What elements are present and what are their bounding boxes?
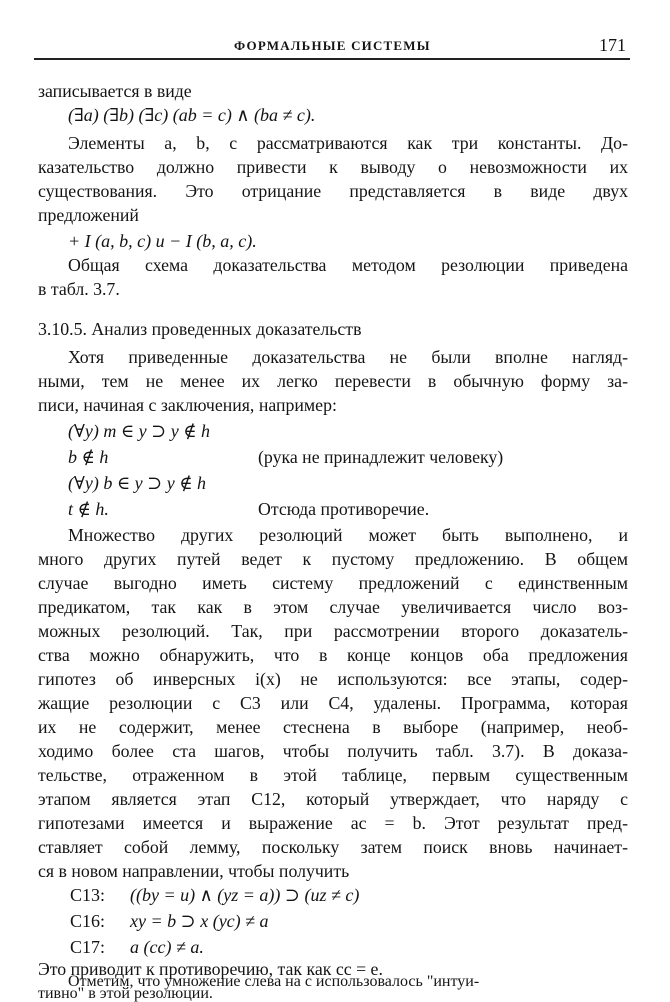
page-number: 171 [599,35,626,55]
derivation-step [68,420,628,444]
formula-negation: + I (a, b, c) и − I (b, a, c). [68,231,257,251]
paragraph-line: можных резолюций. Так, при рассмотрении второго доказатель- [38,621,628,641]
paragraph-line: предикатом, так как в этом случае увеличивается число воз- [38,597,628,617]
paragraph-line: Элементы a, b, c рассматриваются как три константы. До- [68,133,628,153]
clause-expression: a (cc) ≠ a. [130,937,204,957]
paragraph-line: Отметим, что умножение слева на c использовалось "интуи- [68,973,480,990]
paragraph-line: предложений [38,205,139,225]
clause-expression: ((by = u) ∧ (yz = a)) ⊃ (uz ≠ c) [130,885,360,905]
paragraph-line: в табл. 3.7. [38,279,120,299]
paragraph-line: тивно" в этой резолюции. [38,985,213,1002]
clause-expression: xy = b ⊃ x (yc) ≠ a [130,911,269,931]
paragraph-line: записывается в виде [38,81,192,101]
derivation-step [68,472,628,496]
page-header [34,35,630,62]
derivation-step [68,446,628,470]
derivation-note: Отсюда противоречие. [258,499,430,519]
paragraph-line: писи, начиная с заключения, например: [38,395,337,415]
derivation-note: (рука не принадлежит человеку) [258,447,504,467]
clause-label: C13: [70,885,106,905]
clause-line [70,936,490,960]
header-rule [34,58,630,60]
paragraph-line: Хотя приведенные доказательства не были вполне нагляд- [68,347,628,367]
derivation-formula: b ∉ h [68,447,109,467]
paragraph-line: казательство должно привести к выводу о невозможности их [38,157,628,177]
running-head: ФОРМАЛЬНЫЕ СИСТЕМЫ [234,38,431,53]
paragraph-line: гипотез об инверсных i(x) не используются: все этапы, содер- [38,669,628,689]
paragraph-line: ства можно обнаружить, что в конце концов оба предложения [38,645,628,665]
derivation-step [68,498,628,522]
paragraph-line: ся в новом направлении, чтобы получить [38,861,350,881]
formula-existence: (∃a) (∃b) (∃c) (ab = c) ∧ (ba ≠ c). [68,105,316,125]
paragraph-line: много других путей ведет к пустому предложению. В общем [38,549,628,569]
clause-label: C17: [70,937,106,957]
paragraph-line: ходимо более ста шагов, чтобы получить табл. 3.7). В доказа- [38,741,628,761]
paragraph-line: тельстве, отраженном в этой таблице, первым существенным [38,765,628,785]
paragraph-line: существования. Это отрицание представляется в виде двух [38,181,628,201]
derivation-formula: (∀y) b ∈ y ⊃ y ∉ h [68,473,207,493]
paragraph-line: их не содержит, менее стеснена в выборе (например, необ- [38,717,628,737]
clause-label: C16: [70,911,106,931]
paragraph-line: Общая схема доказательства методом резолюции приведена [68,255,628,275]
paragraph-line: Это приводит к противоречию, так как cc = e. [38,959,383,979]
paragraph-line: Множество других резолюций может быть выполнено, и [68,525,628,545]
clause-line [70,910,490,934]
paragraph-line: гипотезами имеется и выражение ac = b. Этот результат пред- [38,813,628,833]
section-heading: 3.10.5. Анализ проведенных доказательств [38,319,362,339]
paragraph-line: ставляет собой лемму, поскольку затем поиск вновь начинает- [38,837,628,857]
paragraph-line: этапом является этап C12, который утверждает, что наряду с [38,789,628,809]
paragraph-line: жащие резолюции с C3 или C4, удалены. Программа, которая [38,693,628,713]
paragraph-line: случае выгодно иметь систему предложений с единственным [38,573,628,593]
derivation-formula: (∀y) m ∈ y ⊃ y ∉ h [68,421,211,441]
paragraph-line: ными, тем не менее их легко перевести в обычную форму за- [38,371,628,391]
derivation-formula: t ∉ h. [68,499,109,519]
clause-line [70,884,490,908]
